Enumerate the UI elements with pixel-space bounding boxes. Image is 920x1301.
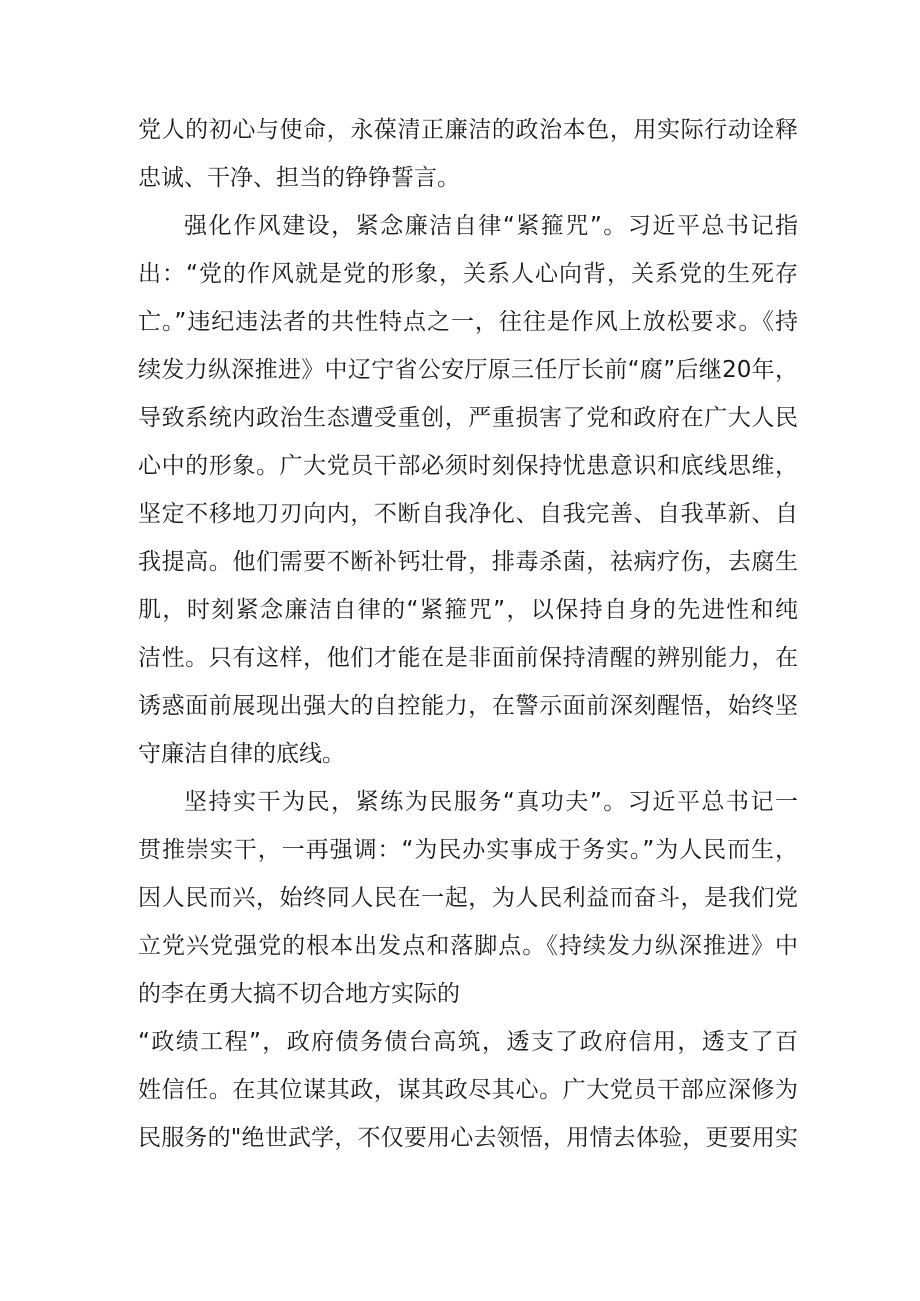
text-line: 心中的形象。广大党员干部必须时刻保持忧患意识和底线思维， xyxy=(138,453,798,479)
text-line: “政绩工程”，政府债务债台高筑，透支了政府信用，透支了百 xyxy=(138,1029,798,1055)
text-line: 的李在勇大搞不切合地方实际的 xyxy=(138,981,460,1007)
text-line: 导致系统内政治生态遭受重创，严重损害了党和政府在广大人民 xyxy=(138,405,798,431)
text-line: 洁性。只有这样，他们才能在是非面前保持清醒的辨别能力，在 xyxy=(138,645,798,671)
text-line: 民服务的"绝世武学，不仅要用心去领悟，用情去体验，更要用实 xyxy=(138,1125,798,1151)
text-line: 坚定不移地刀刃向内，不断自我净化、自我完善、自我革新、自 xyxy=(138,501,798,527)
text-line: 续发力纵深推进》中辽宁省公安厅原三任厅长前“腐”后继20年， xyxy=(138,357,798,383)
text-line: 守廉洁自律的底线。 xyxy=(138,741,345,767)
text-line: 立党兴党强党的根本出发点和落脚点。《持续发力纵深推进》中 xyxy=(138,933,798,959)
text-line: 因人民而兴，始终同人民在一起，为人民利益而奋斗，是我们党 xyxy=(138,885,798,911)
text-line: 出：“党的作风就是党的形象，关系人心向背，关系党的生死存 xyxy=(138,261,798,287)
text-line: 肌，时刻紧念廉洁自律的“紧箍咒”，以保持自身的先进性和纯 xyxy=(138,597,798,623)
text-line: 忠诚、干净、担当的铮铮誓言。 xyxy=(138,165,460,191)
paragraph-start-line: 坚持实干为民，紧练为民服务“真功夫”。习近平总书记一 xyxy=(184,789,798,815)
text-line: 诱惑面前展现出强大的自控能力，在警示面前深刻醒悟，始终坚 xyxy=(138,693,798,719)
paragraph-start-line: 强化作风建设，紧念廉洁自律“紧箍咒”。习近平总书记指 xyxy=(184,213,798,239)
text-line: 亡。”违纪违法者的共性特点之一，往往是作风上放松要求。《持 xyxy=(138,309,798,335)
text-line: 贯推崇实干，一再强调：“为民办实事成于务实。”为人民而生， xyxy=(138,837,798,863)
text-line: 姓信任。在其位谋其政，谋其政尽其心。广大党员干部应深修为 xyxy=(138,1077,798,1103)
text-line: 党人的初心与使命，永葆清正廉洁的政治本色，用实际行动诠释 xyxy=(138,117,798,143)
text-line: 我提高。他们需要不断补钙壮骨，排毒杀菌，祛病疗伤，去腐生 xyxy=(138,549,798,575)
